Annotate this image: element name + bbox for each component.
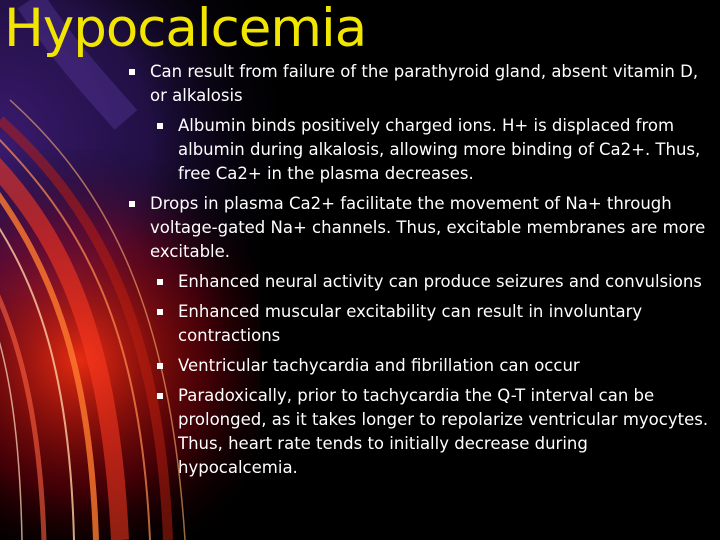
- square-bullet-icon: [157, 279, 163, 285]
- list-item-text: Can result from failure of the parathyroid gland, absent vitamin D, or alkalosis: [150, 62, 699, 105]
- list-item-text: Paradoxically, prior to tachycardia the Q-T interval can be prolonged, as it takes longer to repolarize ventricular myocytes. Thus, heart rate tends to initially decrease during hypocalcemia.: [178, 386, 709, 477]
- square-bullet-icon: [157, 309, 163, 315]
- bullet-list: [126, 60, 712, 486]
- list-item: [126, 60, 712, 108]
- list-item: [126, 192, 712, 264]
- square-bullet-icon: [129, 201, 135, 207]
- list-item: [126, 270, 712, 294]
- list-item-text: Drops in plasma Ca2+ facilitate the movement of Na+ through voltage-gated Na+ channels. Thus, excitable membranes are more excitable.: [150, 194, 706, 261]
- list-item-text: Albumin binds positively charged ions. H+ is displaced from albumin during alkalosis, allowing more binding of Ca2+. Thus, free Ca2+ in the plasma decreases.: [178, 116, 701, 183]
- square-bullet-icon: [157, 123, 163, 129]
- list-item: [126, 114, 712, 186]
- list-item-text: Enhanced muscular excitability can result in involuntary contractions: [178, 302, 643, 345]
- list-item-text: Enhanced neural activity can produce seizures and convulsions: [178, 272, 702, 291]
- list-item-text: Ventricular tachycardia and fibrillation can occur: [178, 356, 580, 375]
- list-item: [126, 354, 712, 378]
- list-item: [126, 300, 712, 348]
- list-item: [126, 384, 712, 480]
- square-bullet-icon: [157, 363, 163, 369]
- square-bullet-icon: [129, 69, 135, 75]
- slide-title: Hypocalcemia: [4, 0, 367, 59]
- square-bullet-icon: [157, 393, 163, 399]
